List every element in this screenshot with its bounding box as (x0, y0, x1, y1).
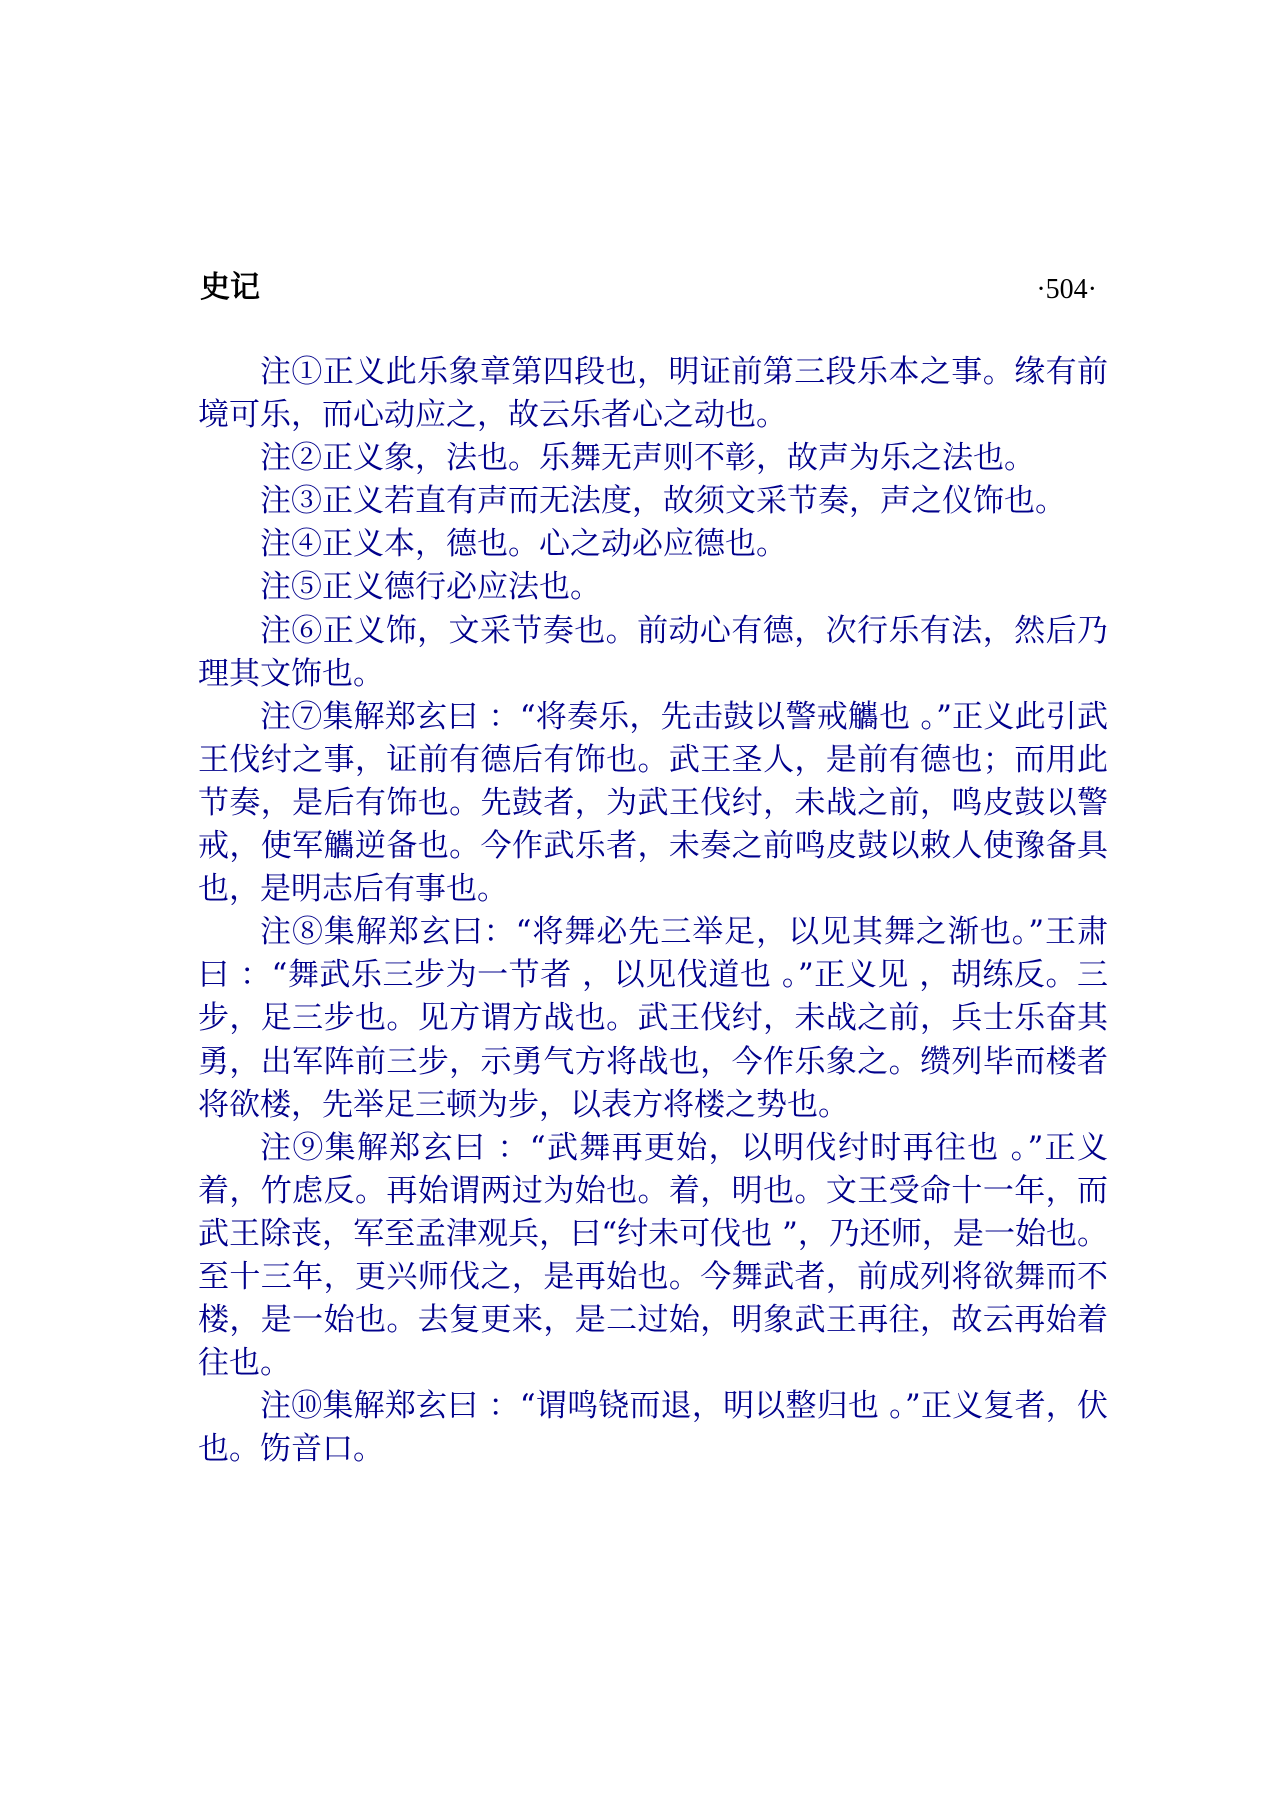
note-4: 注④正义本，德也。心之动必应德也。 (260, 526, 787, 563)
note-5: 注⑤正义德行必应法也。 (260, 569, 601, 606)
book-title: 史记 (200, 270, 260, 305)
note-3: 注③正义若直有声而无法度，故须文采节奏，声之仪饰也。 (260, 483, 1066, 520)
note-2: 注②正义象，法也。乐舞无声则不彰，故声为乐之法也。 (260, 440, 1035, 477)
note-6: 注⑥正义饰，文采节奏也。前动心有德，次行乐有法，然后乃理其文饰也。 (198, 612, 1108, 692)
note-7: 注⑦集解郑玄曰 ：“将奏乐，先击鼓以警戒觿也 。”正义此引武王伐纣之事，证前有德后有饰也。武王圣人，是前有德也；而用此节奏，是后有饰也。先鼓者，为武王伐纣，未战之前，鸣皮鼓以警戒，使军觿逆备也。今作武乐者，未奏之前鸣皮鼓以敕人使豫备具也，是明志后有事也。 (198, 698, 1108, 908)
page-number: ·504· (1036, 274, 1097, 305)
note-10: 注⑩集解郑玄曰 ：“谓鸣铙而退，明以整归也 。”正义复者，伏也。饬音口。 (198, 1388, 1108, 1468)
annotation-notes (198, 351, 1108, 1471)
note-9: 注⑨集解郑玄曰 ：“武舞再更始，以明伐纣时再往也 。”正义着，竹虑反。再始谓两过为始也。着，明也。文王受命十一年，而武王除丧，军至孟津观兵，曰“纣未可伐也 ”，乃还师，是一始也。至十三年，更兴师伐之，是再始也。今舞武者，前成列将欲舞而不楼，是一始也。去复更来，是二过始，明象武王再往，故云再始着往也。 (198, 1129, 1108, 1382)
note-1: 注①正义此乐象章第四段也，明证前第三段乐本之事。缘有前境可乐，而心动应之，故云乐者心之动也。 (198, 354, 1108, 434)
note-8: 注⑧集解郑玄曰：“将舞必先三举足，以见其舞之渐也。”王肃曰 ：“舞武乐三步为一节者 ，以见伐道也 。”正义见 ，胡练反。三步，足三步也。见方谓方战也。武王伐纣，未战之前，兵士乐奋其勇，出军阵前三步，示勇气方将战也，今作乐象之。缵列毕而楼者将欲楼，先举足三顿为步，以表方将楼之势也。 (198, 914, 1108, 1123)
